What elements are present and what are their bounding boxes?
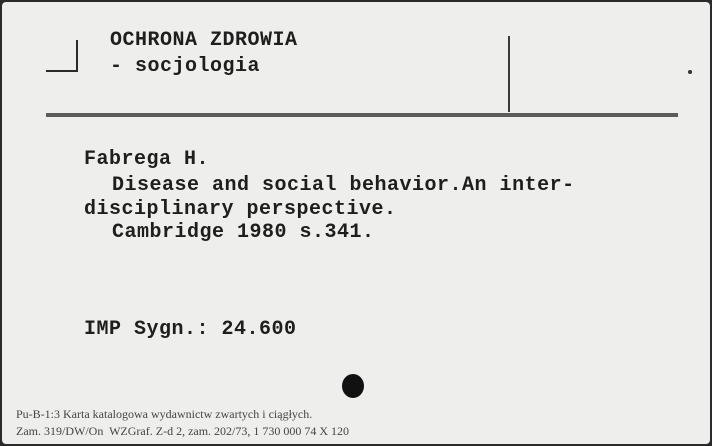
printed-footer-line-2: Zam. 319/DW/On WZGraf. Z-d 2, zam. 202/73, 1 730 000 74 X 120 — [16, 424, 350, 438]
subject-subheading: - socjologia — [110, 55, 261, 78]
author: Fabrega H. — [84, 148, 210, 171]
printed-footer-line-1: Pu-B-1:3 Karta katalogowa wydawnictw zwartych i ciągłych. — [16, 407, 313, 421]
title-line-2: disciplinary perspective. — [84, 198, 397, 221]
imprint: Cambridge 1980 s.341. — [112, 221, 375, 244]
title-line-1: Disease and social behavior.An inter- — [112, 174, 575, 197]
subject-heading: OCHRONA ZDROWIA — [110, 29, 298, 52]
catalog-card — [2, 2, 710, 444]
speck — [688, 70, 692, 74]
corner-mark-horizontal — [46, 70, 78, 72]
corner-mark-vertical — [76, 40, 78, 70]
header-divider — [46, 113, 678, 117]
shelf-signature: IMP Sygn.: 24.600 — [84, 318, 297, 341]
punch-hole — [342, 374, 364, 398]
vertical-rule — [508, 36, 510, 112]
